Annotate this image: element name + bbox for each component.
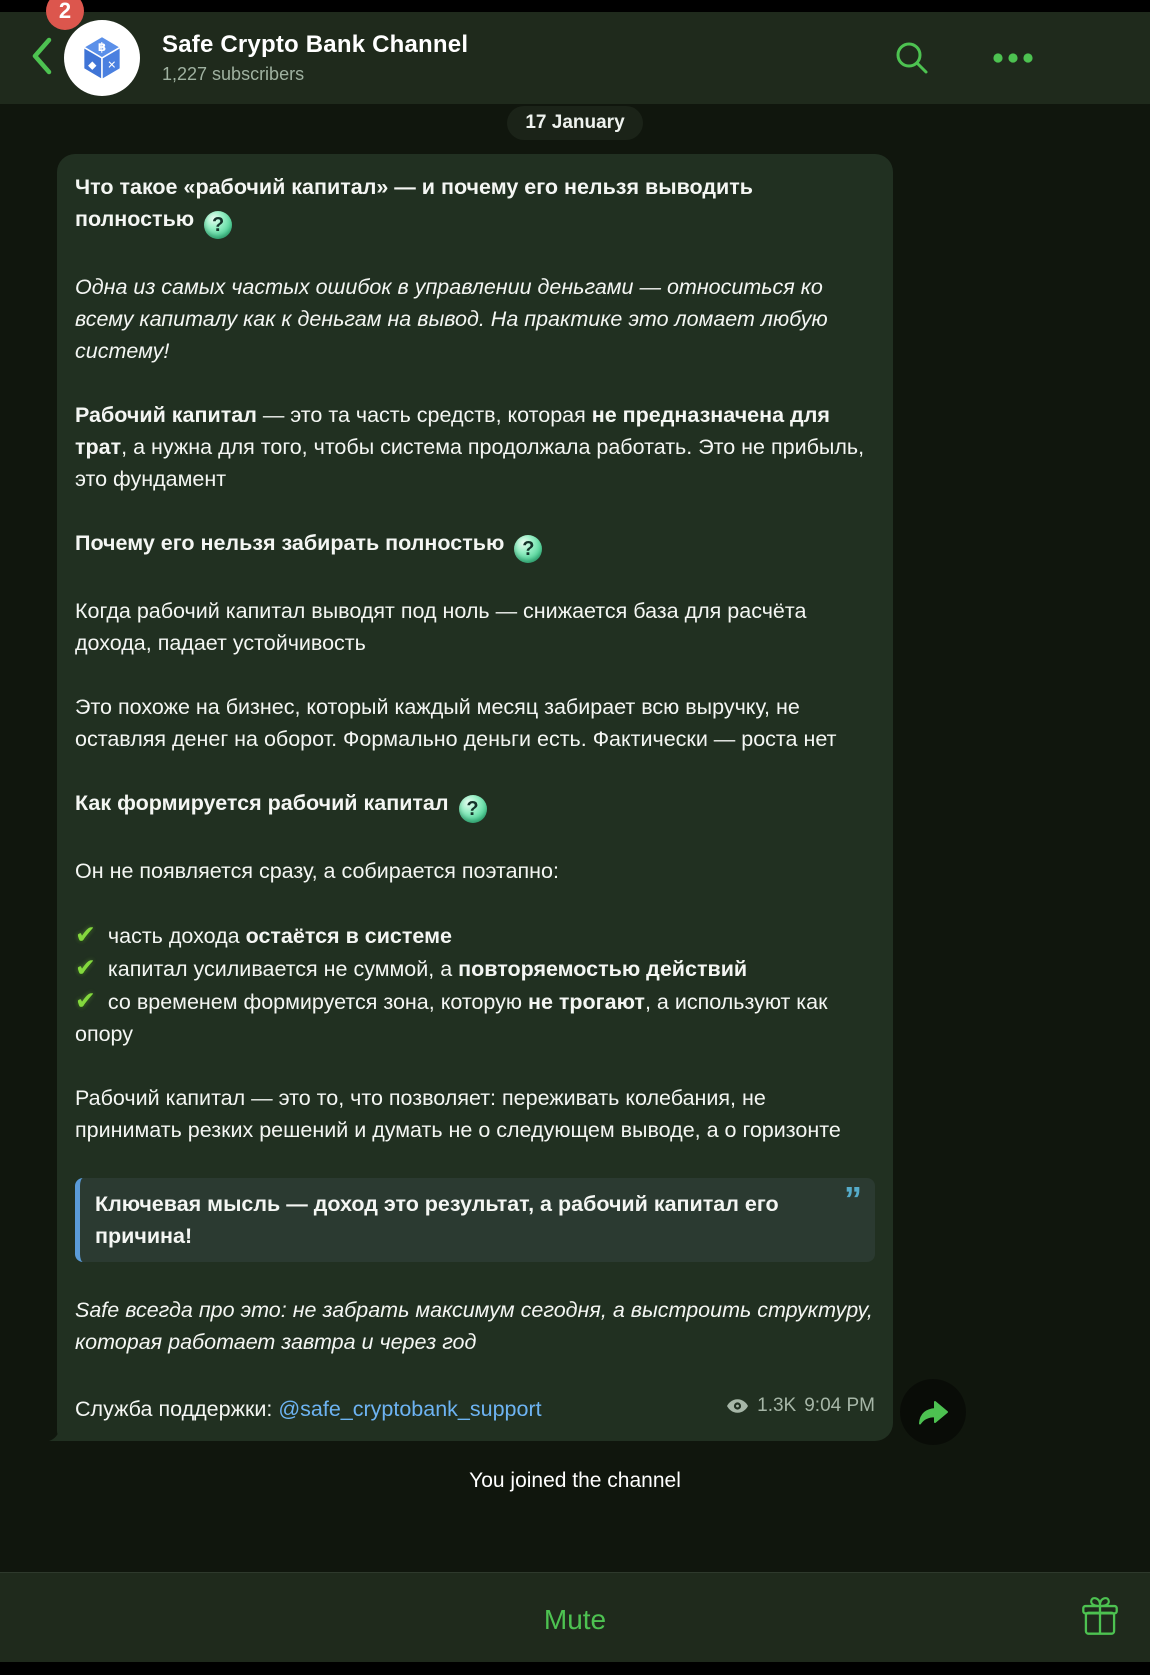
text-run: часть дохода [101, 924, 246, 948]
bottom-bar [0, 1572, 1150, 1675]
text-run: Ключевая мысль — доход это результат, а рабочий капитал его причина! [95, 1192, 779, 1248]
more-button[interactable] [992, 52, 1034, 64]
text-run: со временем формируется зона, которую [101, 990, 528, 1014]
text-run: Что такое «рабочий капитал» — и почему его нельзя выводить полностью [75, 175, 753, 231]
date-chip: 17 January [507, 106, 642, 140]
post-paragraph [75, 399, 875, 495]
x-coin-glyph: ✕ [107, 59, 117, 72]
text-run: Рабочий капитал — это то, что позволяет: переживать колебания, не принимать резких решений и думать не о следующем выводе, а о горизонте [75, 1086, 841, 1142]
quote-block[interactable] [75, 1178, 875, 1262]
bubble-tail [46, 1421, 68, 1441]
message-time: 9:04 PM [804, 1395, 875, 1416]
crypto-dice-icon [76, 32, 128, 84]
bitcoin-glyph: ฿ [97, 39, 107, 54]
text-run: , а нужна для того, чтобы система продолжала работать. Это не прибыль, это фундамент [75, 435, 865, 491]
checklist-item [75, 985, 875, 1050]
gift-button[interactable] [1076, 1593, 1124, 1644]
post-checklist [75, 919, 875, 1050]
ethereum-glyph: ◆ [88, 59, 97, 72]
post-paragraph [75, 1082, 875, 1146]
chat-area [0, 104, 1150, 1573]
text-run: Служба поддержки: [75, 1397, 279, 1421]
channel-header [0, 0, 1150, 104]
text-run: повторяемостью действий [458, 957, 748, 981]
question-emoji-icon: ? [514, 535, 542, 563]
unread-count-badge: 2 [46, 0, 84, 30]
text-run: Почему его нельзя забирать полностью [75, 531, 511, 555]
channel-post-bubble [57, 154, 893, 1441]
text-run: остаётся в системе [245, 924, 452, 948]
text-run: — это та часть средств, которая [256, 403, 592, 427]
message-meta [726, 1390, 875, 1425]
bottom-black-strip [0, 1662, 1150, 1675]
gift-icon [1076, 1593, 1124, 1641]
text-run: не предназначена для трат [75, 403, 830, 459]
text-run: Одна из самых частых ошибок в управлении деньгами — относиться ко всему капиталу как к деньгам на вывод. На практике это ломает любую систему! [75, 275, 828, 363]
post-paragraph [75, 691, 875, 755]
back-chevron-icon [30, 35, 54, 82]
quote-text [95, 1188, 821, 1252]
post-paragraph [75, 595, 875, 659]
search-icon [892, 38, 932, 78]
share-button[interactable] [900, 1379, 966, 1445]
question-emoji-icon: ? [459, 795, 487, 823]
text-run: Когда рабочий капитал выводят под ноль — снижается база для расчёта дохода, падает устойчивость [75, 599, 807, 655]
post-paragraph [75, 855, 875, 887]
post-paragraph [75, 1294, 875, 1358]
ellipsis-icon [992, 52, 1034, 64]
views-eye-icon [726, 1398, 749, 1414]
channel-title-block[interactable] [162, 31, 468, 84]
back-button[interactable] [30, 0, 140, 96]
mute-button[interactable]: Mute [538, 1603, 612, 1637]
post-heading-2 [75, 527, 875, 563]
text-run: Рабочий капитал [75, 403, 257, 427]
quote-icon: ” [844, 1179, 862, 1220]
text-run: Это похоже на бизнес, который каждый месяц забирает всю выручку, не оставляя денег на оборот. Формально деньги есть. Фактически — роста нет [75, 695, 837, 751]
channel-avatar[interactable] [64, 20, 140, 96]
check-emoji-icon: ✔ [75, 987, 96, 1015]
text-run: Safe всегда про это: не забрать максимум сегодня, а выстроить структуру, которая работает завтра и через год [75, 1298, 873, 1354]
text-run: , а используют как опору [75, 990, 828, 1046]
text-run: капитал усиливается не суммой, а [101, 957, 459, 981]
question-emoji-icon: ? [204, 211, 232, 239]
text-run: не трогают [527, 990, 645, 1014]
checklist-item [75, 952, 875, 985]
post-heading-3 [75, 787, 875, 823]
forward-arrow-icon [916, 1396, 950, 1428]
post-paragraph [75, 271, 875, 367]
top-black-strip [0, 0, 1150, 12]
mention-link[interactable]: @safe_cryptobank_support [278, 1397, 542, 1421]
text-run: Он не появляется сразу, а собирается поэтапно: [75, 859, 559, 883]
checklist-item [75, 919, 875, 952]
views-count: 1.3K [757, 1395, 797, 1416]
text-run: Как формируется рабочий капитал [75, 791, 455, 815]
channel-subscribers: 1,227 subscribers [162, 63, 305, 84]
check-emoji-icon: ✔ [75, 921, 96, 949]
post-heading-1 [75, 171, 875, 239]
check-emoji-icon: ✔ [75, 954, 96, 982]
channel-title: Safe Crypto Bank Channel [162, 31, 469, 59]
system-note: You joined the channel [469, 1469, 681, 1492]
support-line [75, 1393, 542, 1425]
search-button[interactable] [892, 38, 932, 78]
